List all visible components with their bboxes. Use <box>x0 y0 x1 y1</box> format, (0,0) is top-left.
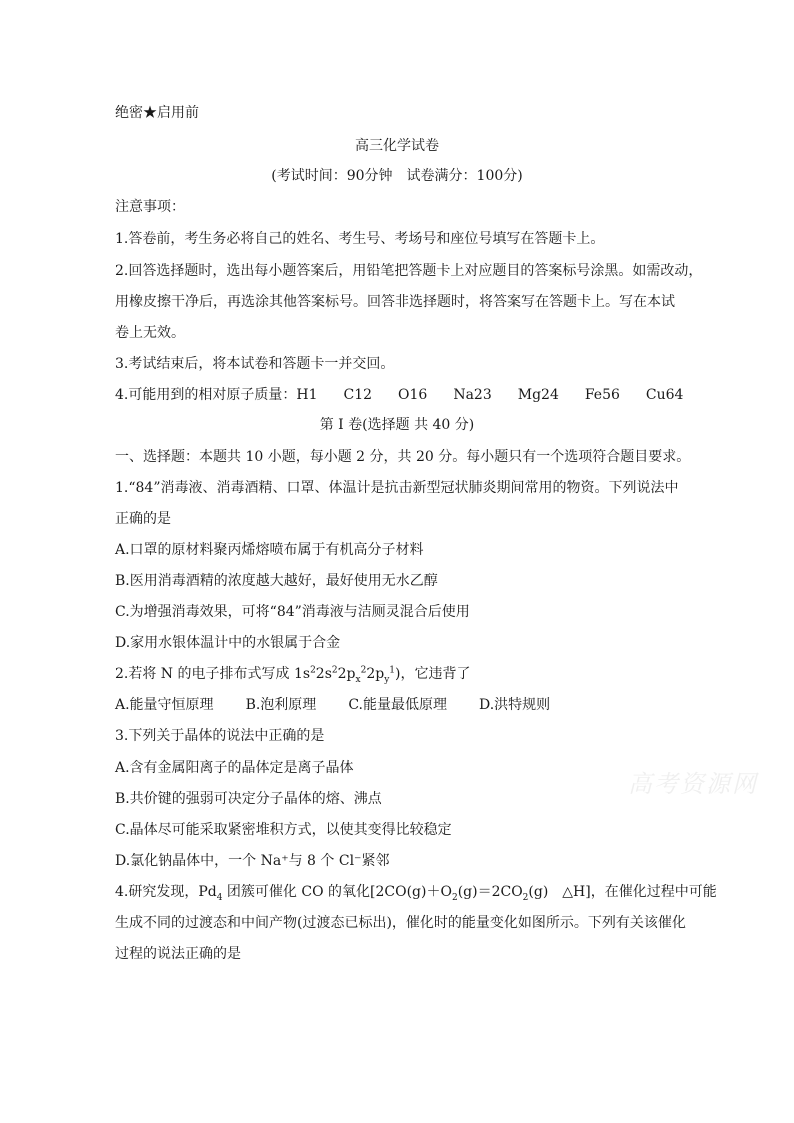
exam-subtitle: (考试时间：90分钟 试卷满分：100分) <box>271 168 523 184</box>
mass-o: O16 <box>398 387 428 403</box>
q1-option-c: C.为增强消毒效果，可将“84”消毒液与洁厕灵混合后使用 <box>115 604 470 620</box>
confidential-mark: 绝密★启用前 <box>115 105 199 121</box>
exam-title: 高三化学试卷 <box>355 138 439 154</box>
q2-stem-end: ，它违背了 <box>400 666 471 682</box>
note-4-label: 4.可能用到的相对原子质量： <box>115 387 297 403</box>
mass-c: C12 <box>343 387 373 403</box>
q1-option-d: D.家用水银体温计中的水银属于合金 <box>115 635 341 651</box>
part-1-heading: 第 I 卷(选择题 共 40 分) <box>319 417 475 433</box>
mass-h: H1 <box>296 387 318 403</box>
q2-option-a: A.能量守恒原理 <box>115 697 214 713</box>
note-2-line-2: 用橡皮擦干净后，再选涂其他答案标号。回答非选择题时，将答案写在答题卡上。写在本试 <box>115 294 675 310</box>
section-1-instructions: 一、选择题：本题共 10 小题，每小题 2 分，共 20 分。每小题只有一个选项符合题目要求。 <box>115 449 691 465</box>
q4-stem-part-1: 4.研究发现，Pd <box>115 884 217 900</box>
q2-stem-start: 2.若将 N 的电子排布式写成 1s <box>115 666 311 682</box>
note-3: 3.考试结束后，将本试卷和答题卡一并交回。 <box>115 356 395 372</box>
q3-option-b: B.共价键的强弱可决定分子晶体的熔、沸点 <box>115 791 382 807</box>
q1-stem-line-1: 1.“84”消毒液、消毒酒精、口罩、体温计是抗击新型冠状肺炎期间常用的物资。下列说法中 <box>115 480 679 496</box>
note-2-line-3: 卷上无效。 <box>115 325 185 341</box>
q1-stem-line-2: 正确的是 <box>115 511 171 527</box>
note-4 <box>115 385 683 405</box>
q3-option-d: D.氯化钠晶体中，一个 Na⁺与 8 个 Cl⁻紧邻 <box>115 853 390 869</box>
mass-cu: Cu64 <box>645 387 684 403</box>
q3-option-c: C.晶体尽可能采取紧密堆积方式，以使其变得比较稳定 <box>115 822 452 838</box>
note-2-line-1: 2.回答选择题时，选出每小题答案后，用铅笔把答题卡上对应题目的答案标号涂黑。如需改动， <box>115 263 703 279</box>
watermark: 高考资源网 <box>628 770 758 798</box>
q3-stem: 3.下列关于晶体的说法中正确的是 <box>115 728 325 744</box>
q3-option-a: A.含有金属阳离子的晶体定是离子晶体 <box>115 760 354 776</box>
q2-option-c: C.能量最低原理 <box>348 697 447 713</box>
q4-stem-line-1: 4.研究发现，$Pd_4$ 团簇可催化 CO 的氧化[$2CO(g)+O_2(g)=2CO_2(g)$ △H]，在催化过程中可能 <box>115 884 717 903</box>
q1-option-a: A.口罩的原材料聚丙烯熔喷布属于有机高分子材料 <box>115 542 424 558</box>
mass-fe: Fe56 <box>584 387 620 403</box>
q2-stem: 2.若将 N 的电子排布式写成 $1s^22s^22p_x^22p_y^1$)，它违背了 <box>115 665 471 685</box>
notes-heading: 注意事项： <box>115 199 185 215</box>
mass-mg: Mg24 <box>517 387 559 403</box>
q4-stem-part-4: (g) △H]，在催化过程中可能 <box>528 884 717 900</box>
q2-option-d: D.洪特规则 <box>478 697 551 713</box>
note-1: 1.答卷前，考生务必将自己的姓名、考生号、考场号和座位号填写在答题卡上。 <box>115 231 605 247</box>
mass-na: Na23 <box>453 387 492 403</box>
q4-stem-part-2: 团簇可催化 CO 的氧化[2CO(g)＋O <box>222 884 452 900</box>
q4-stem-part-3: (g)＝2CO <box>457 884 523 900</box>
q4-stem-line-3: 过程的说法正确的是 <box>115 946 241 962</box>
q2-option-b: B.泡利原理 <box>245 697 317 713</box>
q4-stem-line-2: 生成不同的过渡态和中间产物(过渡态已标出)，催化时的能量变化如图所示。下列有关该催化 <box>115 915 686 931</box>
q1-option-b: B.医用消毒酒精的浓度越大越好，最好使用无水乙醇 <box>115 573 438 589</box>
q2-options <box>115 695 550 715</box>
